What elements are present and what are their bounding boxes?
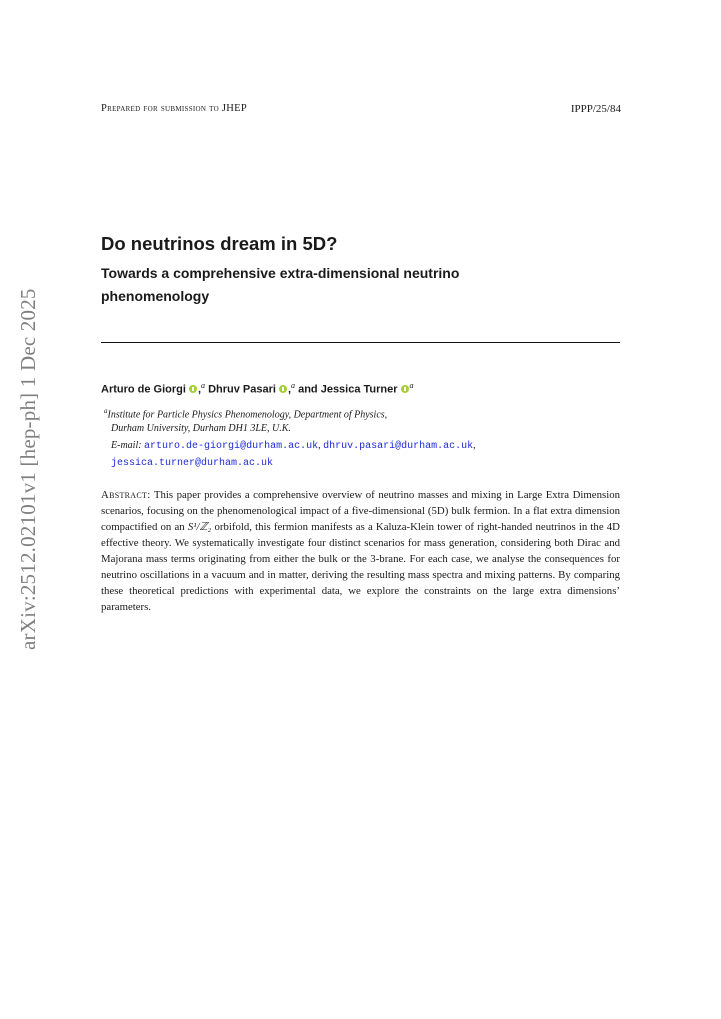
abstract-math: S¹/ℤ₂ xyxy=(187,521,212,533)
affiliation-mark: a xyxy=(104,407,108,415)
affiliation xyxy=(104,404,604,436)
author-name: Arturo de Giorgi xyxy=(101,383,186,396)
preprint-number: IPPP/25/84 xyxy=(570,103,621,115)
arxiv-stamp: arXiv:2512.02101v1 [hep-ph] 1 Dec 2025 xyxy=(16,288,40,650)
email-label: E-mail: xyxy=(111,440,142,451)
author-name: Dhruv Pasari xyxy=(208,383,276,396)
affiliation-mark: a xyxy=(201,381,206,390)
affiliation-mark: a xyxy=(409,381,414,390)
author-separator: , xyxy=(197,383,202,396)
abstract-text: orbifold, this fermion manifests as a Kaluza-Klein tower of right-handed neutrinos in the 4D effective theory. We systematically investigate four distinct scenarios for mass generation, considering both Dirac and Majorana mass terms originating from either the bulk or the 3-brane. For each case, we analyse the consequences for neutrino oscillations in a vacuum and in matter, deriving the resulting mass spectra and mixing patterns. By comparing these theoretical predictions with experimental data, we explore the constraints on the large extra dimensions’ parameters. xyxy=(101,521,620,613)
affiliation-line: Institute for Particle Physics Phenomenology, Department of Physics, xyxy=(107,409,388,421)
orcid-icon[interactable] xyxy=(189,385,197,393)
author-separator: , xyxy=(287,383,292,396)
email-link[interactable]: jessica.turner@durham.ac.uk xyxy=(111,458,274,469)
journal-header: Prepared for submission to JHEP xyxy=(101,103,248,114)
orcid-icon[interactable] xyxy=(279,385,287,393)
abstract-text: This paper provides a comprehensive overview of neutrino masses and mixing in Large Extra Dimension scenarios, focusing on the phenomenological impact of a five-dimensional (5D) bulk fermion. In a flat extra dimension compactified on an xyxy=(101,489,620,533)
affiliation-mark: a xyxy=(291,381,296,390)
paper-subtitle: Towards a comprehensive extra-dimensional neutrino phenomenology xyxy=(101,265,460,304)
email-link[interactable]: arturo.de-giorgi@durham.ac.uk xyxy=(144,441,319,452)
author-name: Jessica Turner xyxy=(320,383,398,396)
orcid-icon[interactable] xyxy=(401,385,409,393)
email-block: E-mail: arturo.de-giorgi@durham.ac.uk, dhruv.pasari@durham.ac.uk, jessica.turner@durham.ac.uk xyxy=(111,440,476,469)
abstract xyxy=(101,487,620,615)
paper-title: Do neutrinos dream in 5D? xyxy=(101,233,338,254)
abstract-heading: Abstract: xyxy=(101,489,151,501)
affiliation-line: Durham University, Durham DH1 3LE, U.K. xyxy=(111,423,291,435)
author-separator: and xyxy=(298,383,318,396)
author-list xyxy=(101,381,414,396)
email-link[interactable]: dhruv.pasari@durham.ac.uk xyxy=(323,441,474,452)
title-rule xyxy=(101,342,620,343)
